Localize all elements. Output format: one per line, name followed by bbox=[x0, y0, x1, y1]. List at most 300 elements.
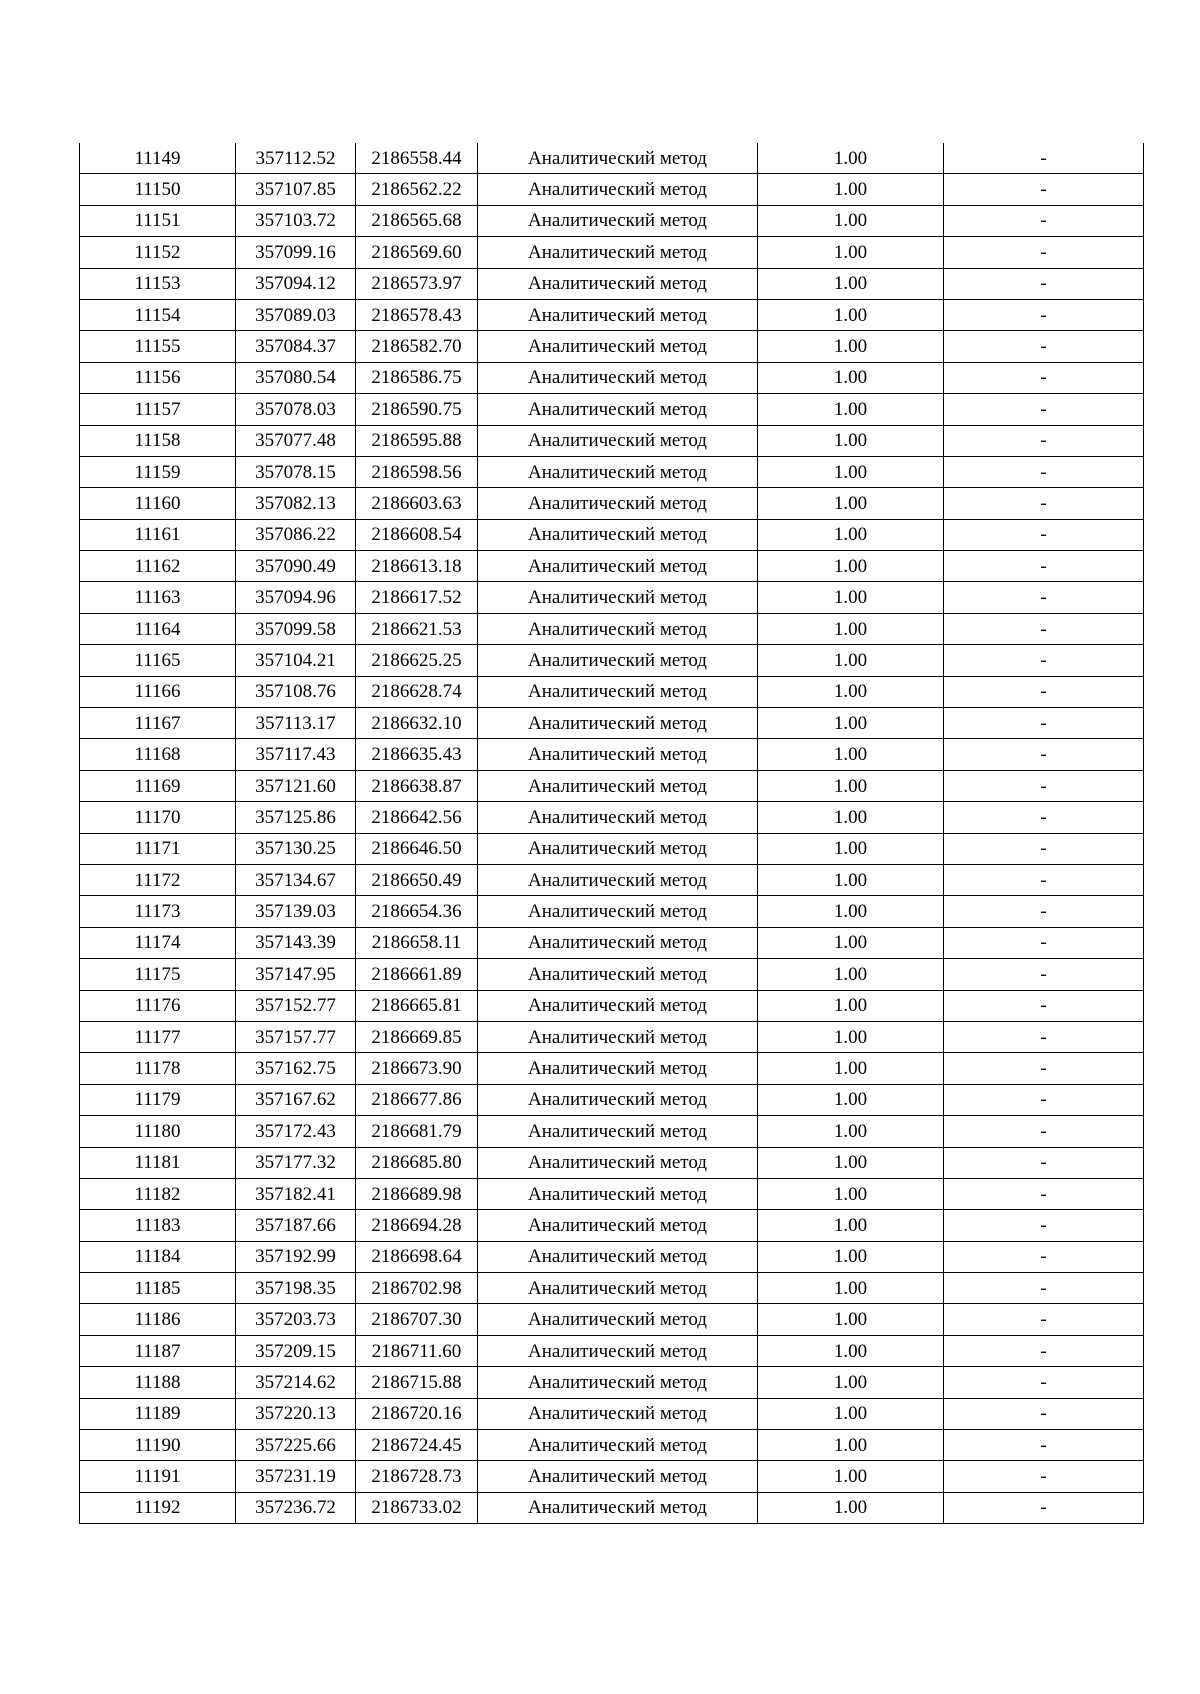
table-row bbox=[80, 990, 1144, 1021]
y-coordinate-cell: 2186698.64 bbox=[356, 1241, 478, 1272]
note-cell: - bbox=[944, 143, 1144, 174]
method-cell: Аналитический метод bbox=[478, 1178, 758, 1209]
y-coordinate-cell: 2186595.88 bbox=[356, 425, 478, 456]
precision-cell: 1.00 bbox=[758, 237, 944, 268]
note-cell: - bbox=[944, 708, 1144, 739]
y-coordinate-cell: 2186728.73 bbox=[356, 1461, 478, 1492]
y-coordinate-cell: 2186598.56 bbox=[356, 456, 478, 487]
x-coordinate-cell: 357089.03 bbox=[236, 299, 356, 330]
point-number-cell: 11190 bbox=[80, 1430, 236, 1461]
point-number-cell: 11171 bbox=[80, 833, 236, 864]
table-row bbox=[80, 739, 1144, 770]
method-cell: Аналитический метод bbox=[478, 1304, 758, 1335]
note-cell: - bbox=[944, 1021, 1144, 1052]
precision-cell: 1.00 bbox=[758, 1053, 944, 1084]
method-cell: Аналитический метод bbox=[478, 1210, 758, 1241]
y-coordinate-cell: 2186661.89 bbox=[356, 959, 478, 990]
point-number-cell: 11177 bbox=[80, 1021, 236, 1052]
table-row bbox=[80, 1241, 1144, 1272]
table-row bbox=[80, 268, 1144, 299]
x-coordinate-cell: 357082.13 bbox=[236, 488, 356, 519]
y-coordinate-cell: 2186578.43 bbox=[356, 299, 478, 330]
y-coordinate-cell: 2186689.98 bbox=[356, 1178, 478, 1209]
table-row bbox=[80, 1210, 1144, 1241]
point-number-cell: 11167 bbox=[80, 708, 236, 739]
precision-cell: 1.00 bbox=[758, 1241, 944, 1272]
y-coordinate-cell: 2186617.52 bbox=[356, 582, 478, 613]
table-row bbox=[80, 833, 1144, 864]
method-cell: Аналитический метод bbox=[478, 927, 758, 958]
table-row bbox=[80, 519, 1144, 550]
table-row bbox=[80, 802, 1144, 833]
method-cell: Аналитический метод bbox=[478, 1053, 758, 1084]
point-number-cell: 11180 bbox=[80, 1116, 236, 1147]
y-coordinate-cell: 2186569.60 bbox=[356, 237, 478, 268]
x-coordinate-cell: 357125.86 bbox=[236, 802, 356, 833]
x-coordinate-cell: 357094.12 bbox=[236, 268, 356, 299]
method-cell: Аналитический метод bbox=[478, 519, 758, 550]
method-cell: Аналитический метод bbox=[478, 833, 758, 864]
precision-cell: 1.00 bbox=[758, 708, 944, 739]
method-cell: Аналитический метод bbox=[478, 582, 758, 613]
precision-cell: 1.00 bbox=[758, 299, 944, 330]
method-cell: Аналитический метод bbox=[478, 488, 758, 519]
precision-cell: 1.00 bbox=[758, 582, 944, 613]
note-cell: - bbox=[944, 1492, 1144, 1523]
method-cell: Аналитический метод bbox=[478, 1492, 758, 1523]
point-number-cell: 11166 bbox=[80, 676, 236, 707]
x-coordinate-cell: 357094.96 bbox=[236, 582, 356, 613]
precision-cell: 1.00 bbox=[758, 519, 944, 550]
method-cell: Аналитический метод bbox=[478, 425, 758, 456]
precision-cell: 1.00 bbox=[758, 1147, 944, 1178]
y-coordinate-cell: 2186562.22 bbox=[356, 174, 478, 205]
point-number-cell: 11187 bbox=[80, 1335, 236, 1366]
table-row bbox=[80, 1178, 1144, 1209]
note-cell: - bbox=[944, 896, 1144, 927]
x-coordinate-cell: 357152.77 bbox=[236, 990, 356, 1021]
method-cell: Аналитический метод bbox=[478, 1021, 758, 1052]
note-cell: - bbox=[944, 739, 1144, 770]
table-row bbox=[80, 425, 1144, 456]
method-cell: Аналитический метод bbox=[478, 1147, 758, 1178]
note-cell: - bbox=[944, 362, 1144, 393]
y-coordinate-cell: 2186665.81 bbox=[356, 990, 478, 1021]
method-cell: Аналитический метод bbox=[478, 1116, 758, 1147]
table-row bbox=[80, 864, 1144, 895]
precision-cell: 1.00 bbox=[758, 205, 944, 236]
x-coordinate-cell: 357139.03 bbox=[236, 896, 356, 927]
note-cell: - bbox=[944, 959, 1144, 990]
note-cell: - bbox=[944, 488, 1144, 519]
point-number-cell: 11163 bbox=[80, 582, 236, 613]
method-cell: Аналитический метод bbox=[478, 1430, 758, 1461]
precision-cell: 1.00 bbox=[758, 1304, 944, 1335]
point-number-cell: 11156 bbox=[80, 362, 236, 393]
table-row bbox=[80, 708, 1144, 739]
x-coordinate-cell: 357080.54 bbox=[236, 362, 356, 393]
note-cell: - bbox=[944, 1398, 1144, 1429]
y-coordinate-cell: 2186677.86 bbox=[356, 1084, 478, 1115]
point-number-cell: 11165 bbox=[80, 645, 236, 676]
x-coordinate-cell: 357177.32 bbox=[236, 1147, 356, 1178]
y-coordinate-cell: 2186694.28 bbox=[356, 1210, 478, 1241]
table-row bbox=[80, 1398, 1144, 1429]
precision-cell: 1.00 bbox=[758, 613, 944, 644]
y-coordinate-cell: 2186646.50 bbox=[356, 833, 478, 864]
precision-cell: 1.00 bbox=[758, 394, 944, 425]
y-coordinate-cell: 2186573.97 bbox=[356, 268, 478, 299]
y-coordinate-cell: 2186632.10 bbox=[356, 708, 478, 739]
method-cell: Аналитический метод bbox=[478, 299, 758, 330]
x-coordinate-cell: 357214.62 bbox=[236, 1367, 356, 1398]
x-coordinate-cell: 357192.99 bbox=[236, 1241, 356, 1272]
point-number-cell: 11172 bbox=[80, 864, 236, 895]
method-cell: Аналитический метод bbox=[478, 551, 758, 582]
y-coordinate-cell: 2186635.43 bbox=[356, 739, 478, 770]
y-coordinate-cell: 2186711.60 bbox=[356, 1335, 478, 1366]
point-number-cell: 11149 bbox=[80, 143, 236, 174]
point-number-cell: 11191 bbox=[80, 1461, 236, 1492]
method-cell: Аналитический метод bbox=[478, 237, 758, 268]
y-coordinate-cell: 2186625.25 bbox=[356, 645, 478, 676]
method-cell: Аналитический метод bbox=[478, 1367, 758, 1398]
precision-cell: 1.00 bbox=[758, 896, 944, 927]
point-number-cell: 11161 bbox=[80, 519, 236, 550]
note-cell: - bbox=[944, 802, 1144, 833]
y-coordinate-cell: 2186586.75 bbox=[356, 362, 478, 393]
method-cell: Аналитический метод bbox=[478, 394, 758, 425]
note-cell: - bbox=[944, 833, 1144, 864]
y-coordinate-cell: 2186628.74 bbox=[356, 676, 478, 707]
point-number-cell: 11154 bbox=[80, 299, 236, 330]
note-cell: - bbox=[944, 1461, 1144, 1492]
precision-cell: 1.00 bbox=[758, 174, 944, 205]
method-cell: Аналитический метод bbox=[478, 645, 758, 676]
precision-cell: 1.00 bbox=[758, 1116, 944, 1147]
method-cell: Аналитический метод bbox=[478, 174, 758, 205]
coordinates-table bbox=[79, 143, 1144, 1524]
x-coordinate-cell: 357172.43 bbox=[236, 1116, 356, 1147]
x-coordinate-cell: 357209.15 bbox=[236, 1335, 356, 1366]
note-cell: - bbox=[944, 1304, 1144, 1335]
x-coordinate-cell: 357231.19 bbox=[236, 1461, 356, 1492]
precision-cell: 1.00 bbox=[758, 1398, 944, 1429]
y-coordinate-cell: 2186724.45 bbox=[356, 1430, 478, 1461]
precision-cell: 1.00 bbox=[758, 425, 944, 456]
point-number-cell: 11160 bbox=[80, 488, 236, 519]
table-row bbox=[80, 1084, 1144, 1115]
method-cell: Аналитический метод bbox=[478, 1398, 758, 1429]
method-cell: Аналитический метод bbox=[478, 739, 758, 770]
note-cell: - bbox=[944, 1178, 1144, 1209]
table-row bbox=[80, 237, 1144, 268]
y-coordinate-cell: 2186608.54 bbox=[356, 519, 478, 550]
y-coordinate-cell: 2186715.88 bbox=[356, 1367, 478, 1398]
table-row bbox=[80, 488, 1144, 519]
point-number-cell: 11162 bbox=[80, 551, 236, 582]
note-cell: - bbox=[944, 331, 1144, 362]
y-coordinate-cell: 2186720.16 bbox=[356, 1398, 478, 1429]
note-cell: - bbox=[944, 676, 1144, 707]
x-coordinate-cell: 357198.35 bbox=[236, 1273, 356, 1304]
x-coordinate-cell: 357130.25 bbox=[236, 833, 356, 864]
note-cell: - bbox=[944, 1335, 1144, 1366]
point-number-cell: 11186 bbox=[80, 1304, 236, 1335]
x-coordinate-cell: 357090.49 bbox=[236, 551, 356, 582]
x-coordinate-cell: 357099.16 bbox=[236, 237, 356, 268]
y-coordinate-cell: 2186658.11 bbox=[356, 927, 478, 958]
precision-cell: 1.00 bbox=[758, 1210, 944, 1241]
method-cell: Аналитический метод bbox=[478, 456, 758, 487]
coordinates-table-body bbox=[80, 143, 1144, 1524]
table-row bbox=[80, 927, 1144, 958]
point-number-cell: 11181 bbox=[80, 1147, 236, 1178]
precision-cell: 1.00 bbox=[758, 770, 944, 801]
x-coordinate-cell: 357203.73 bbox=[236, 1304, 356, 1335]
x-coordinate-cell: 357078.15 bbox=[236, 456, 356, 487]
note-cell: - bbox=[944, 927, 1144, 958]
table-row bbox=[80, 551, 1144, 582]
x-coordinate-cell: 357162.75 bbox=[236, 1053, 356, 1084]
note-cell: - bbox=[944, 1053, 1144, 1084]
note-cell: - bbox=[944, 1273, 1144, 1304]
method-cell: Аналитический метод bbox=[478, 770, 758, 801]
x-coordinate-cell: 357143.39 bbox=[236, 927, 356, 958]
note-cell: - bbox=[944, 519, 1144, 550]
precision-cell: 1.00 bbox=[758, 1021, 944, 1052]
method-cell: Аналитический метод bbox=[478, 1241, 758, 1272]
method-cell: Аналитический метод bbox=[478, 268, 758, 299]
method-cell: Аналитический метод bbox=[478, 1335, 758, 1366]
note-cell: - bbox=[944, 237, 1144, 268]
note-cell: - bbox=[944, 1084, 1144, 1115]
x-coordinate-cell: 357134.67 bbox=[236, 864, 356, 895]
y-coordinate-cell: 2186621.53 bbox=[356, 613, 478, 644]
table-row bbox=[80, 1492, 1144, 1523]
note-cell: - bbox=[944, 613, 1144, 644]
x-coordinate-cell: 357112.52 bbox=[236, 143, 356, 174]
y-coordinate-cell: 2186685.80 bbox=[356, 1147, 478, 1178]
x-coordinate-cell: 357084.37 bbox=[236, 331, 356, 362]
precision-cell: 1.00 bbox=[758, 833, 944, 864]
method-cell: Аналитический метод bbox=[478, 1084, 758, 1115]
method-cell: Аналитический метод bbox=[478, 613, 758, 644]
method-cell: Аналитический метод bbox=[478, 802, 758, 833]
y-coordinate-cell: 2186590.75 bbox=[356, 394, 478, 425]
table-row bbox=[80, 394, 1144, 425]
x-coordinate-cell: 357103.72 bbox=[236, 205, 356, 236]
precision-cell: 1.00 bbox=[758, 802, 944, 833]
precision-cell: 1.00 bbox=[758, 143, 944, 174]
point-number-cell: 11192 bbox=[80, 1492, 236, 1523]
note-cell: - bbox=[944, 456, 1144, 487]
x-coordinate-cell: 357117.43 bbox=[236, 739, 356, 770]
point-number-cell: 11185 bbox=[80, 1273, 236, 1304]
point-number-cell: 11174 bbox=[80, 927, 236, 958]
precision-cell: 1.00 bbox=[758, 456, 944, 487]
point-number-cell: 11168 bbox=[80, 739, 236, 770]
point-number-cell: 11155 bbox=[80, 331, 236, 362]
y-coordinate-cell: 2186582.70 bbox=[356, 331, 478, 362]
point-number-cell: 11179 bbox=[80, 1084, 236, 1115]
precision-cell: 1.00 bbox=[758, 739, 944, 770]
note-cell: - bbox=[944, 1367, 1144, 1398]
precision-cell: 1.00 bbox=[758, 927, 944, 958]
precision-cell: 1.00 bbox=[758, 1178, 944, 1209]
x-coordinate-cell: 357104.21 bbox=[236, 645, 356, 676]
x-coordinate-cell: 357077.48 bbox=[236, 425, 356, 456]
precision-cell: 1.00 bbox=[758, 1367, 944, 1398]
precision-cell: 1.00 bbox=[758, 331, 944, 362]
y-coordinate-cell: 2186673.90 bbox=[356, 1053, 478, 1084]
note-cell: - bbox=[944, 268, 1144, 299]
x-coordinate-cell: 357113.17 bbox=[236, 708, 356, 739]
note-cell: - bbox=[944, 864, 1144, 895]
table-row bbox=[80, 770, 1144, 801]
precision-cell: 1.00 bbox=[758, 959, 944, 990]
y-coordinate-cell: 2186642.56 bbox=[356, 802, 478, 833]
x-coordinate-cell: 357236.72 bbox=[236, 1492, 356, 1523]
x-coordinate-cell: 357225.66 bbox=[236, 1430, 356, 1461]
method-cell: Аналитический метод bbox=[478, 896, 758, 927]
point-number-cell: 11173 bbox=[80, 896, 236, 927]
point-number-cell: 11169 bbox=[80, 770, 236, 801]
precision-cell: 1.00 bbox=[758, 488, 944, 519]
precision-cell: 1.00 bbox=[758, 362, 944, 393]
point-number-cell: 11157 bbox=[80, 394, 236, 425]
method-cell: Аналитический метод bbox=[478, 205, 758, 236]
method-cell: Аналитический метод bbox=[478, 1461, 758, 1492]
table-row bbox=[80, 1116, 1144, 1147]
table-row bbox=[80, 1147, 1144, 1178]
point-number-cell: 11176 bbox=[80, 990, 236, 1021]
y-coordinate-cell: 2186603.63 bbox=[356, 488, 478, 519]
x-coordinate-cell: 357187.66 bbox=[236, 1210, 356, 1241]
table-row bbox=[80, 1461, 1144, 1492]
table-row bbox=[80, 1053, 1144, 1084]
note-cell: - bbox=[944, 1147, 1144, 1178]
x-coordinate-cell: 357147.95 bbox=[236, 959, 356, 990]
x-coordinate-cell: 357157.77 bbox=[236, 1021, 356, 1052]
table-row bbox=[80, 896, 1144, 927]
table-row bbox=[80, 174, 1144, 205]
table-row bbox=[80, 143, 1144, 174]
point-number-cell: 11178 bbox=[80, 1053, 236, 1084]
table-row bbox=[80, 1021, 1144, 1052]
y-coordinate-cell: 2186613.18 bbox=[356, 551, 478, 582]
note-cell: - bbox=[944, 425, 1144, 456]
y-coordinate-cell: 2186707.30 bbox=[356, 1304, 478, 1335]
table-row bbox=[80, 1367, 1144, 1398]
y-coordinate-cell: 2186733.02 bbox=[356, 1492, 478, 1523]
table-row bbox=[80, 205, 1144, 236]
y-coordinate-cell: 2186702.98 bbox=[356, 1273, 478, 1304]
note-cell: - bbox=[944, 205, 1144, 236]
method-cell: Аналитический метод bbox=[478, 362, 758, 393]
precision-cell: 1.00 bbox=[758, 1492, 944, 1523]
table-row bbox=[80, 299, 1144, 330]
point-number-cell: 11150 bbox=[80, 174, 236, 205]
precision-cell: 1.00 bbox=[758, 1273, 944, 1304]
x-coordinate-cell: 357107.85 bbox=[236, 174, 356, 205]
note-cell: - bbox=[944, 394, 1144, 425]
note-cell: - bbox=[944, 174, 1144, 205]
note-cell: - bbox=[944, 299, 1144, 330]
precision-cell: 1.00 bbox=[758, 268, 944, 299]
y-coordinate-cell: 2186654.36 bbox=[356, 896, 478, 927]
note-cell: - bbox=[944, 1116, 1144, 1147]
y-coordinate-cell: 2186650.49 bbox=[356, 864, 478, 895]
x-coordinate-cell: 357099.58 bbox=[236, 613, 356, 644]
point-number-cell: 11158 bbox=[80, 425, 236, 456]
method-cell: Аналитический метод bbox=[478, 959, 758, 990]
precision-cell: 1.00 bbox=[758, 864, 944, 895]
table-row bbox=[80, 362, 1144, 393]
table-row bbox=[80, 676, 1144, 707]
point-number-cell: 11189 bbox=[80, 1398, 236, 1429]
note-cell: - bbox=[944, 1430, 1144, 1461]
table-row bbox=[80, 613, 1144, 644]
y-coordinate-cell: 2186558.44 bbox=[356, 143, 478, 174]
method-cell: Аналитический метод bbox=[478, 1273, 758, 1304]
x-coordinate-cell: 357086.22 bbox=[236, 519, 356, 550]
table-row bbox=[80, 1335, 1144, 1366]
note-cell: - bbox=[944, 1210, 1144, 1241]
method-cell: Аналитический метод bbox=[478, 143, 758, 174]
precision-cell: 1.00 bbox=[758, 676, 944, 707]
precision-cell: 1.00 bbox=[758, 1084, 944, 1115]
y-coordinate-cell: 2186669.85 bbox=[356, 1021, 478, 1052]
point-number-cell: 11151 bbox=[80, 205, 236, 236]
method-cell: Аналитический метод bbox=[478, 331, 758, 362]
point-number-cell: 11188 bbox=[80, 1367, 236, 1398]
point-number-cell: 11184 bbox=[80, 1241, 236, 1272]
y-coordinate-cell: 2186681.79 bbox=[356, 1116, 478, 1147]
point-number-cell: 11159 bbox=[80, 456, 236, 487]
point-number-cell: 11153 bbox=[80, 268, 236, 299]
table-row bbox=[80, 1304, 1144, 1335]
point-number-cell: 11170 bbox=[80, 802, 236, 833]
table-row bbox=[80, 331, 1144, 362]
table-row bbox=[80, 959, 1144, 990]
note-cell: - bbox=[944, 582, 1144, 613]
note-cell: - bbox=[944, 770, 1144, 801]
point-number-cell: 11164 bbox=[80, 613, 236, 644]
precision-cell: 1.00 bbox=[758, 1335, 944, 1366]
precision-cell: 1.00 bbox=[758, 645, 944, 676]
point-number-cell: 11182 bbox=[80, 1178, 236, 1209]
x-coordinate-cell: 357078.03 bbox=[236, 394, 356, 425]
table-row bbox=[80, 1430, 1144, 1461]
precision-cell: 1.00 bbox=[758, 551, 944, 582]
point-number-cell: 11152 bbox=[80, 237, 236, 268]
precision-cell: 1.00 bbox=[758, 1461, 944, 1492]
note-cell: - bbox=[944, 551, 1144, 582]
x-coordinate-cell: 357220.13 bbox=[236, 1398, 356, 1429]
point-number-cell: 11183 bbox=[80, 1210, 236, 1241]
note-cell: - bbox=[944, 990, 1144, 1021]
x-coordinate-cell: 357167.62 bbox=[236, 1084, 356, 1115]
x-coordinate-cell: 357108.76 bbox=[236, 676, 356, 707]
table-row bbox=[80, 645, 1144, 676]
y-coordinate-cell: 2186638.87 bbox=[356, 770, 478, 801]
method-cell: Аналитический метод bbox=[478, 708, 758, 739]
note-cell: - bbox=[944, 1241, 1144, 1272]
note-cell: - bbox=[944, 645, 1144, 676]
method-cell: Аналитический метод bbox=[478, 676, 758, 707]
table-row bbox=[80, 1273, 1144, 1304]
